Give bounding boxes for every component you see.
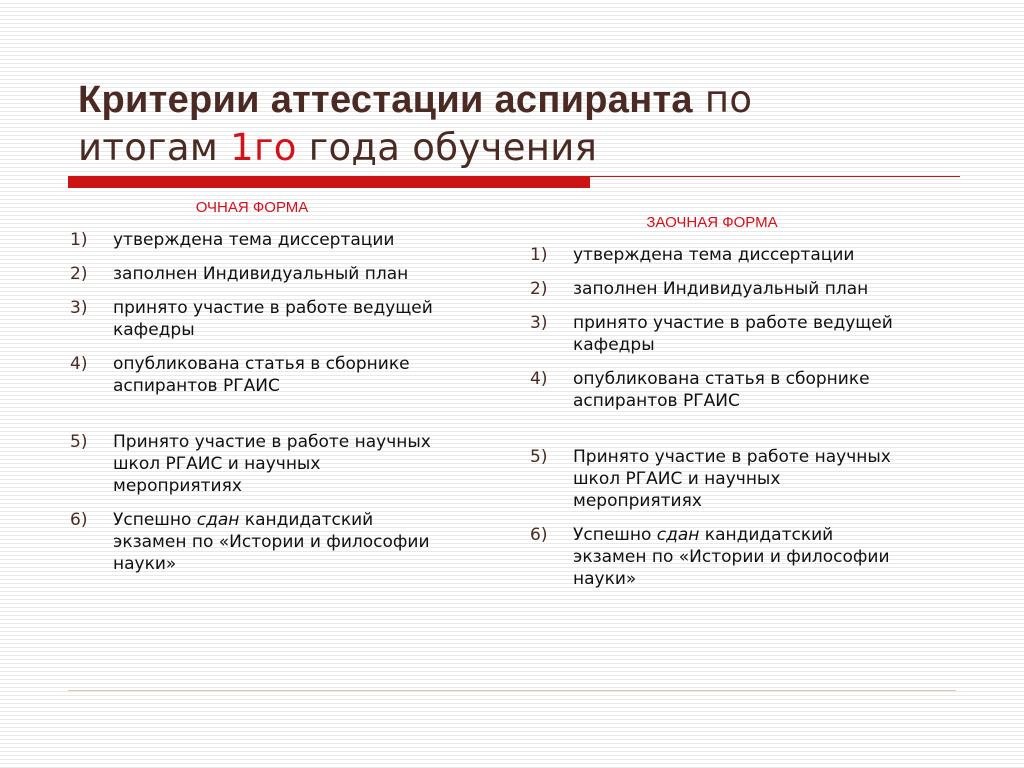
column-full-time [70, 198, 450, 575]
list-item [70, 229, 450, 251]
item-number: 4) [70, 354, 88, 374]
item-text: принято участие в работе ведущей кафедры [573, 313, 893, 355]
title-accent: 1го [230, 126, 297, 169]
item-number: 4) [530, 369, 548, 389]
title-rule-thick [68, 176, 590, 188]
column-part-time [530, 213, 910, 590]
list-item [530, 244, 910, 266]
item-text: Принято участие в работе научных школ РГАИС и научных мероприятиях [573, 447, 891, 511]
slide-title [78, 76, 978, 171]
item-text: утверждена тема диссертации [573, 245, 855, 265]
title-bold: Критерии аттестации аспиранта [78, 79, 693, 121]
item-number: 3) [70, 298, 88, 318]
item-number: 1) [530, 245, 548, 265]
item-number: 5) [530, 447, 548, 467]
bottom-rule [68, 690, 956, 691]
item-text: опубликована статья в сборнике аспирантов РГАИС [113, 354, 410, 396]
item-text-post: кандидатский экзамен по «Истории и философии науки» [573, 525, 890, 589]
list-item [530, 312, 910, 356]
list-item [530, 278, 910, 300]
item-text-pre: Успешно [573, 525, 657, 545]
list-item [530, 446, 910, 512]
item-text: опубликована статья в сборнике аспирантов РГАИС [573, 369, 870, 411]
item-text: Принято участие в работе научных школ РГАИС и научных мероприятиях [113, 432, 431, 496]
title-rule-thin [590, 176, 960, 177]
item-text [113, 509, 443, 575]
item-number: 3) [530, 313, 548, 333]
item-text-post: кандидатский экзамен по «Истории и философии науки» [113, 510, 430, 574]
item-number: 6) [530, 525, 548, 545]
title-line2-before: итогам [78, 126, 231, 169]
item-text: заполнен Индивидуальный план [573, 279, 869, 299]
item-text-pre: Успешно [113, 510, 197, 530]
item-text-emphasis: сдан [656, 525, 700, 545]
list-item [70, 509, 450, 575]
criteria-list-full-time [70, 229, 450, 575]
item-text: принято участие в работе ведущей кафедры [113, 298, 433, 340]
list-item [70, 263, 450, 285]
criteria-list-part-time [530, 244, 910, 590]
item-text [573, 524, 903, 590]
item-number: 2) [530, 279, 548, 299]
column-heading-part-time: ЗАОЧНАЯ ФОРМА [646, 214, 778, 231]
list-item [70, 297, 450, 341]
list-item [530, 524, 910, 590]
item-text: утверждена тема диссертации [113, 230, 395, 250]
item-text: заполнен Индивидуальный план [113, 264, 409, 284]
item-number: 2) [70, 264, 88, 284]
item-number: 5) [70, 432, 88, 452]
item-text-emphasis: сдан [196, 510, 240, 530]
list-item [70, 431, 450, 497]
list-item [530, 368, 910, 412]
item-number: 1) [70, 230, 88, 250]
title-after-bold: по [692, 78, 753, 121]
list-item [70, 353, 450, 397]
column-heading-full-time: ОЧНАЯ ФОРМА [195, 199, 309, 216]
title-line2-after: года обучения [296, 126, 598, 169]
item-number: 6) [70, 510, 88, 530]
